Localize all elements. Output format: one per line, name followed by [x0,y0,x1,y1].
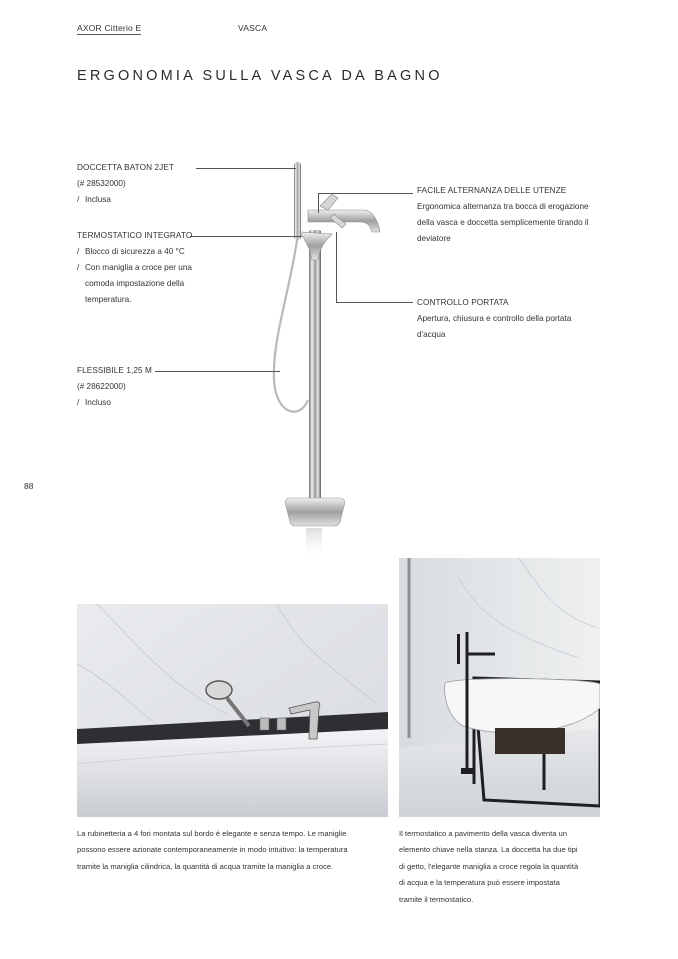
callout-flow-line: Apertura, chiusura e controllo della portata [417,314,572,323]
callout-thermostat-item: / Blocco di sicurezza a 40 °C [77,244,227,260]
callout-flow [417,295,617,343]
caption-right-line: di acqua e la temperatura può essere impostata [399,878,560,888]
caption-left [77,826,397,875]
photo-deck-mounted-mixer [77,604,388,817]
column [309,230,321,502]
callout-switch-line: Ergonomica alternanza tra bocca di erogazione [417,202,589,211]
photo-freestanding-tub [399,558,600,817]
callout-switch-line: della vasca e doccetta semplicemente tirando il [417,218,589,227]
callout-flow-heading: CONTROLLO PORTATA [417,298,509,307]
caption-right-line: Il termostatico a pavimento della vasca diventa un [399,829,567,838]
caption-left-line: tramite la maniglia cilindrica, la quantità di acqua tramite la maniglia a croce. [77,861,334,871]
callout-hose-code: (# 28622000) [77,382,126,391]
caption-right [399,826,614,908]
leader-switch-h [318,193,413,194]
header-brand: AXOR Citterio E [77,23,142,33]
callout-shower-code: (# 28532000) [77,179,126,188]
leader-flow-h [336,302,413,303]
callout-hose-item: / Incluso [77,395,197,411]
thermostat-body [300,232,332,260]
header-section: VASCA [238,23,268,33]
callout-switch-heading: FACILE ALTERNANZA DELLE UTENZE [417,186,567,195]
leader-flow-v [336,232,337,302]
callout-flow-line: d'acqua [417,330,446,339]
base-plate [285,498,345,526]
leader-shower [196,168,296,169]
callout-switch [417,183,617,247]
callout-thermostat-item: / Con maniglia a croce per una [77,260,227,276]
hand-shower [294,162,301,240]
callout-shower [77,160,197,208]
callout-shower-item: / Inclusa [77,192,197,208]
caption-right-line: elemento chiave nella stanza. La doccetta ha due tipi [399,845,578,855]
caption-right-line: tramite il termostatico. [399,894,474,904]
callout-thermostat-cont: comoda impostazione della [85,279,185,288]
callout-thermostat-heading: TERMOSTATICO INTEGRATO [77,231,193,240]
callout-hose-heading: FLESSIBILE 1,25 M [77,366,152,375]
page-title: ERGONOMIA SULLA VASCA DA BAGNO [77,68,443,84]
callout-shower-heading: DOCCETTA BATON 2JET [77,163,174,172]
page-number: 88 [24,481,34,491]
caption-left-line: possono essere azionate contemporaneamente in modo intuitivo: la temperatura [77,845,348,855]
callout-switch-line: deviatore [417,234,451,243]
leader-switch-v [318,193,319,213]
callout-thermostat [77,228,227,308]
bath-mixer-illustration [260,150,390,560]
callout-hose [77,363,197,411]
caption-right-line: di getto, l'elegante maniglia a croce regola la quantità [399,861,579,871]
caption-left-line: La rubinetteria a 4 fori montata sul bordo è elegante e senza tempo. Le maniglie [77,829,347,838]
spout [308,210,380,232]
callout-thermostat-cont: temperatura. [85,295,132,304]
hose [274,240,308,412]
